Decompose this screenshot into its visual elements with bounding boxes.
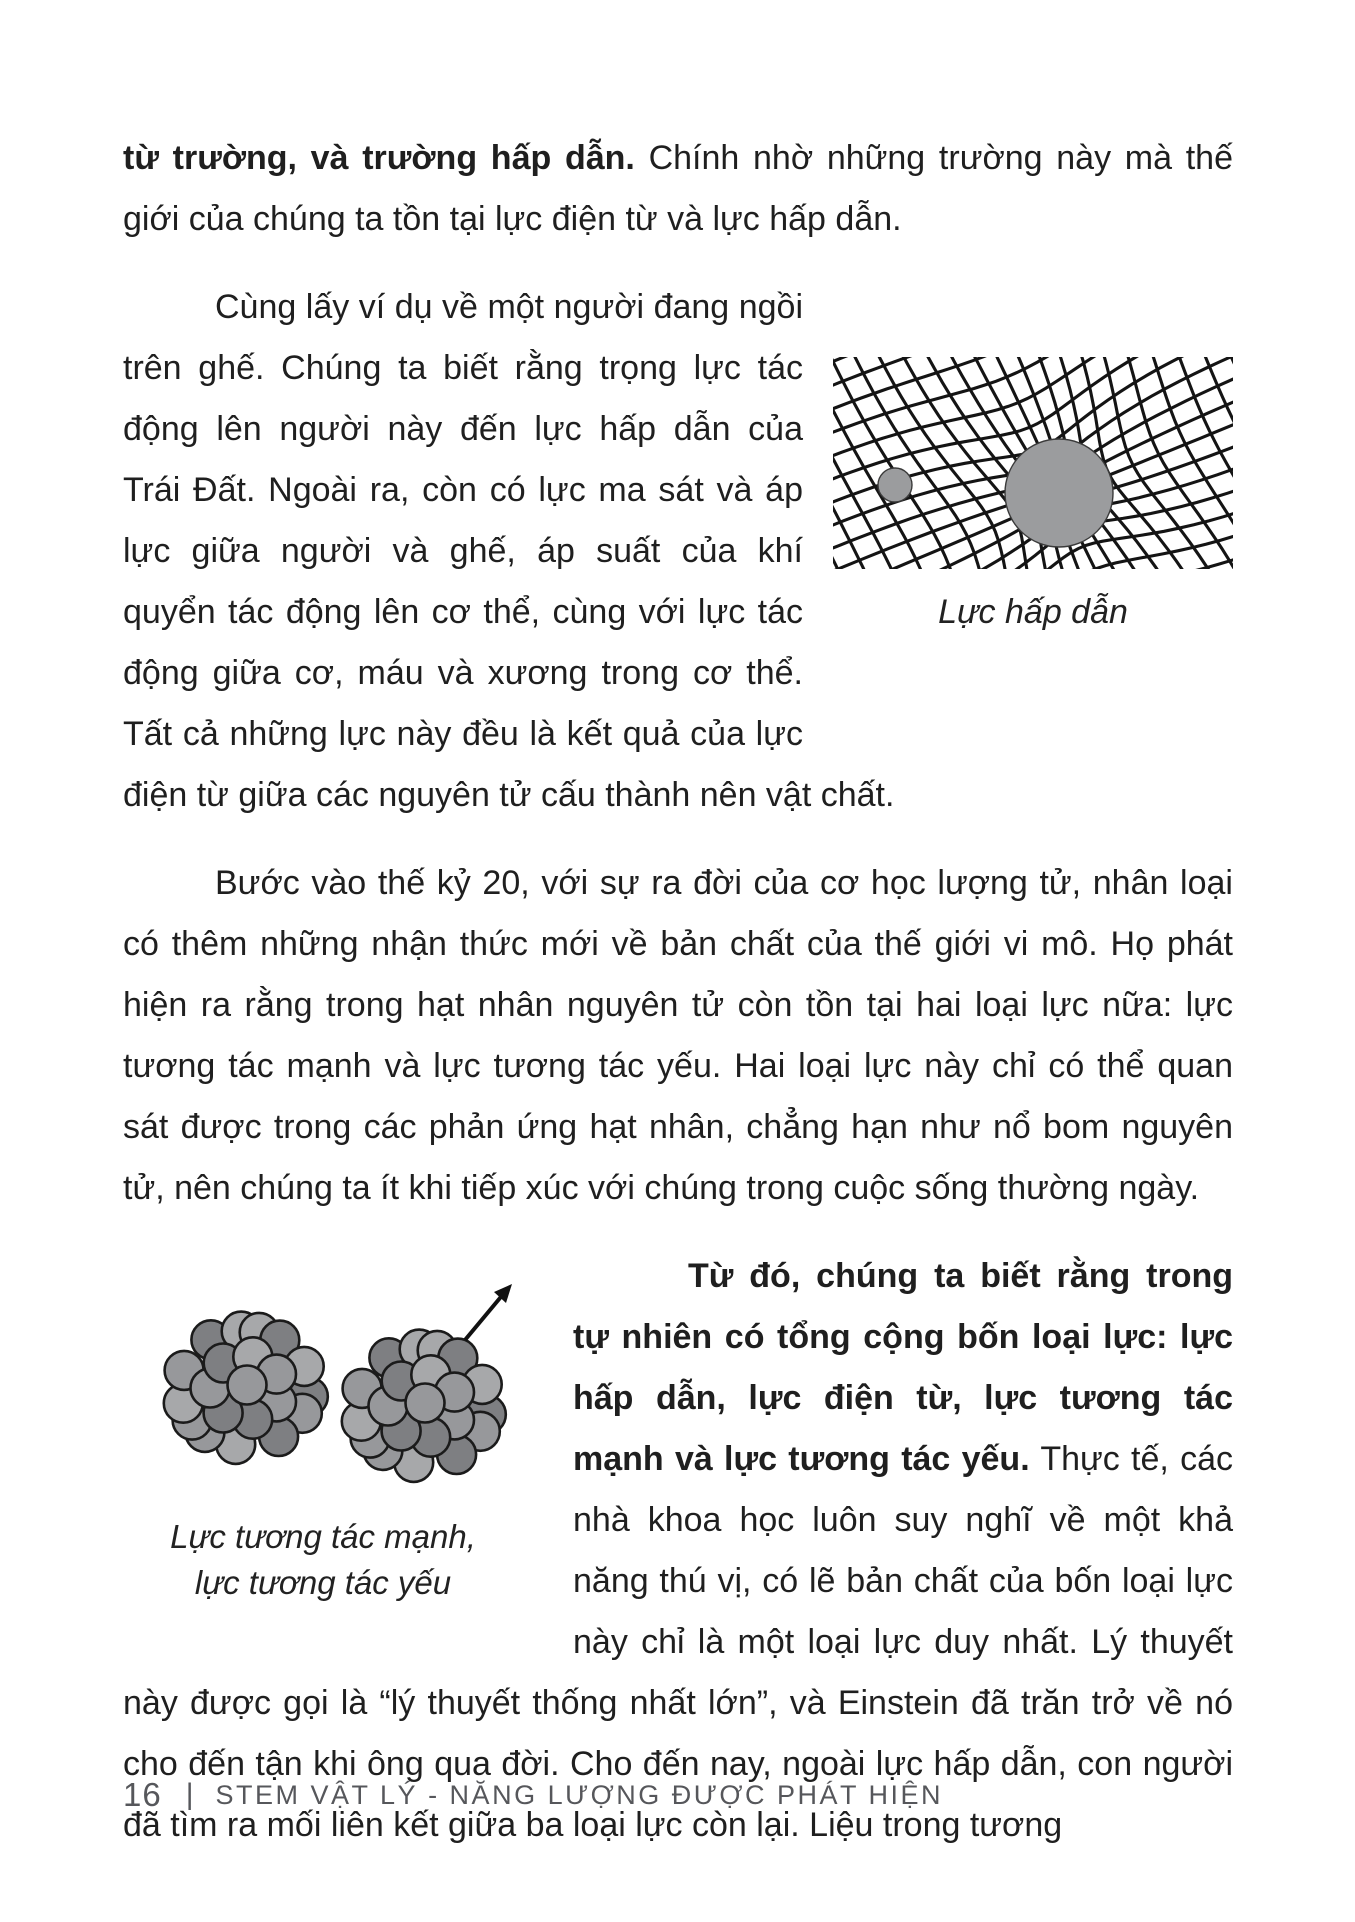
nucleus-illustration [123,1266,523,1506]
nucleus-figure [123,1266,523,1606]
page-footer [123,1776,943,1814]
gravity-well-illustration [833,357,1233,569]
nucleus-caption-line1: Lực tương tác mạnh, [170,1518,476,1555]
paragraph-20th-century: Bước vào thế kỷ 20, với sự ra đời của cơ học lượng tử, nhân loại có thêm những nhận thức mới về bản chất của thế giới vi mô. Họ phát hiện ra rằng trong hạt nhân nguyên tử còn tồn tại hai loại lực nữa: lực tương tác mạnh và lực tương tác yếu. Hai loại lực này chỉ có thể quan sát được trong các phản ứng hạt nhân, chẳng hạn như nổ bom nguyên tử, nên chúng ta ít khi tiếp xúc với chúng trong cuộc sống thường ngày. [123,864,1233,1207]
paragraph-chair-example-text: Cùng lấy ví dụ về một người đang ngồi trên ghế. Chúng ta biết rằng trọng lực tác động lên người này đến lực hấp dẫn của Trái Đất. Ngoài ra, còn có lực ma sát và áp lực giữa người và ghế, áp suất của khí quyển tác động lên cơ thể, cùng với lực tác động giữa cơ, máu và xương trong cơ thể. Tất cả những lực này đều là kết quả của lực điện từ giữa các nguyên tử cấu thành nên vật chất. [123,288,895,814]
small-mass-sphere [878,468,912,502]
paragraph-chair-example [123,277,1233,826]
large-mass-sphere [1005,439,1113,547]
footer-book-title: STEM VẬT LÝ - NĂNG LƯỢNG ĐƯỢC PHÁT HIỆN [215,1779,944,1810]
gravity-figure-caption: Lực hấp dẫn [938,593,1128,631]
nucleus-figure-caption [123,1514,523,1606]
page-number: 16 [123,1776,162,1813]
paragraph-fields [123,128,1233,250]
footer-separator: | [185,1778,194,1811]
book-page [123,128,1233,1883]
paragraph-four-forces-text: Thực tế, các nhà khoa học luôn suy nghĩ về một khả năng thú vị, có lẽ bản chất của bốn loại lực này chỉ là một loại lực duy nhất. Lý thuyết này được gọi là “lý thuyết thống nhất lớn”, và Einstein đã trăn trở về nó cho đến tận khi ông qua đời. Cho đến nay, ngoài lực hấp dẫn, con người đã tìm ra mối liên kết giữa ba loại lực còn lại. Liệu trong tương [123,1440,1234,1844]
gravity-well-figure [833,277,1233,637]
nucleus-cluster-left [164,1312,328,1464]
nucleus-cluster-right [342,1330,506,1482]
paragraph-fields-bold-lead: từ trường, và trường hấp dẫn. [123,139,635,177]
nucleus-caption-line2: lực tương tác yếu [194,1564,452,1601]
paragraph-four-forces [123,1246,1233,1856]
emission-arrow-icon [465,1284,512,1340]
paragraph-fields-text: Chính nhờ những trường này mà thế giới của chúng ta tồn tại lực điện từ và lực hấp dẫn. [123,139,1234,238]
paragraph-four-forces-bold-lead: Từ đó, chúng ta biết rằng trong tự nhiên có tổng cộng bốn loại lực: lực hấp dẫn, lực điện từ, lực tương tác mạnh và lực tương tác yếu. [573,1257,1233,1478]
